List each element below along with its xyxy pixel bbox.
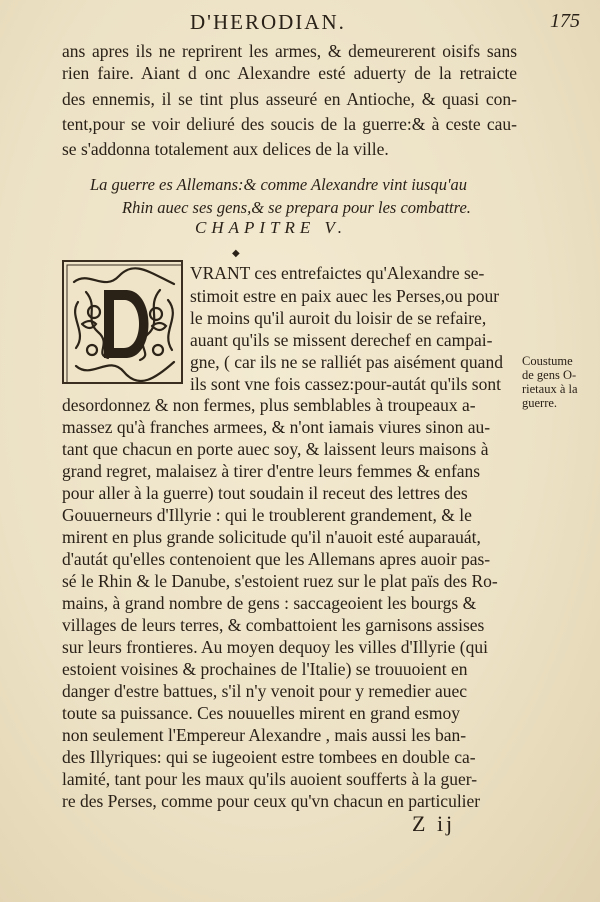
text-line: sé le Rhin & le Danube, s'estoient ruez sur le plat païs des Ro-: [62, 571, 498, 591]
drop-initial: [62, 260, 183, 384]
chapter-summary-line-2: Rhin auec ses gens,& se prepara pour les combattre.: [122, 198, 471, 217]
text-line: tant que chacun en porte auec soy, & laissent leurs maisons à: [62, 439, 489, 459]
svg-text:D: D: [120, 325, 128, 337]
ornamental-initial-d-icon: [64, 262, 183, 384]
text-line: mirent en plus grande solicitude qu'il n'auoit esté auparauát,: [62, 527, 481, 547]
page-header: [60, 10, 580, 36]
text-line: ans apres ils ne reprirent les armes, & demeurerent oisifs sans: [62, 41, 517, 61]
text-line: lamité, tant pour les maux qu'ils auoient soufferts à la guer-: [62, 769, 478, 789]
text-line: estoient voisines & prochaines de l'Italie) se trouuoient en: [62, 659, 468, 679]
text-line: des ennemis, il se tint plus asseuré en Antioche, & quasi con-: [62, 89, 517, 109]
text-line: auant qu'ils se missent derechef en campai-: [190, 330, 493, 350]
text-line: massez qu'à franches armees, & n'ont iamais viures sinon au-: [62, 417, 491, 437]
text-line: pour aller à la guerre) tout soudain il receut des lettres des: [62, 483, 468, 503]
text-line: des Illyriques: qui se iugeoient estre tombees en double ca-: [62, 747, 476, 767]
text-line: sur leurs frontieres. Au moyen dequoy les villes d'Illyrie (qui: [62, 637, 488, 657]
margin-note-line: rietaux à la: [522, 382, 578, 396]
text-line: d'autát qu'elles contenoient que les Allemans apres auoir pas-: [62, 549, 491, 569]
text-line: re des Perses, comme pour ceux qu'vn chacun en particulier: [62, 791, 481, 811]
chapter-title: CHAPITRE V.: [195, 218, 347, 237]
chapter-summary-line-1: La guerre es Allemans:& comme Alexandre vint iusqu'au: [90, 175, 468, 194]
text-line: non seulement l'Empereur Alexandre , mais aussi les ban-: [62, 725, 467, 745]
margin-note-line: Coustume: [522, 354, 573, 368]
text-line: rien faire. Aiant d onc Alexandre esté aduerty de la retraicte: [62, 63, 517, 83]
text-line: grand regret, malaisez à tirer d'entre leurs femmes & enfans: [62, 461, 481, 481]
text-line: ils sont vne fois cassez:pour-autát qu'ils sont: [190, 374, 501, 394]
text-line: stimoit estre en paix auec les Perses,ou pour: [190, 286, 500, 306]
text-line: le moins qu'il auroit du loisir de se refaire,: [190, 308, 487, 328]
text-line: desordonnez & non fermes, plus semblables à troupeaux a-: [62, 395, 476, 415]
running-title: D'HERODIAN.: [190, 10, 346, 34]
text-line: tent,pour se voir deliuré des soucis de la guerre:& à ceste cau-: [62, 114, 517, 134]
ornament-dot: ◆: [232, 248, 240, 259]
signature-mark: Z ij: [412, 811, 456, 836]
text-line: gne, ( car ils ne se ralliét pas aisément quand: [190, 352, 503, 372]
text-line: danger d'estre battues, s'il n'y venoit pour y remedier auec: [62, 681, 468, 701]
margin-note-line: de gens O-: [522, 368, 577, 382]
text-line: VRANT ces entrefaictes qu'Alexandre se-: [190, 263, 485, 283]
text-line: mains, à grand nombre de gens : saccageoient les bourgs &: [62, 593, 477, 613]
text-line: Gouuerneurs d'Illyrie : qui le troublerent grandement, & le: [62, 505, 472, 525]
text-line: villages de leurs terres, & combattoient les garnisons assises: [62, 615, 485, 635]
page-number: 175: [550, 10, 580, 32]
text-line: se s'addonna totalement aux delices de la ville.: [62, 139, 389, 159]
margin-note-line: guerre.: [522, 396, 558, 410]
text-line: toute sa puissance. Ces nouuelles mirent en grand esmoy: [62, 703, 461, 723]
